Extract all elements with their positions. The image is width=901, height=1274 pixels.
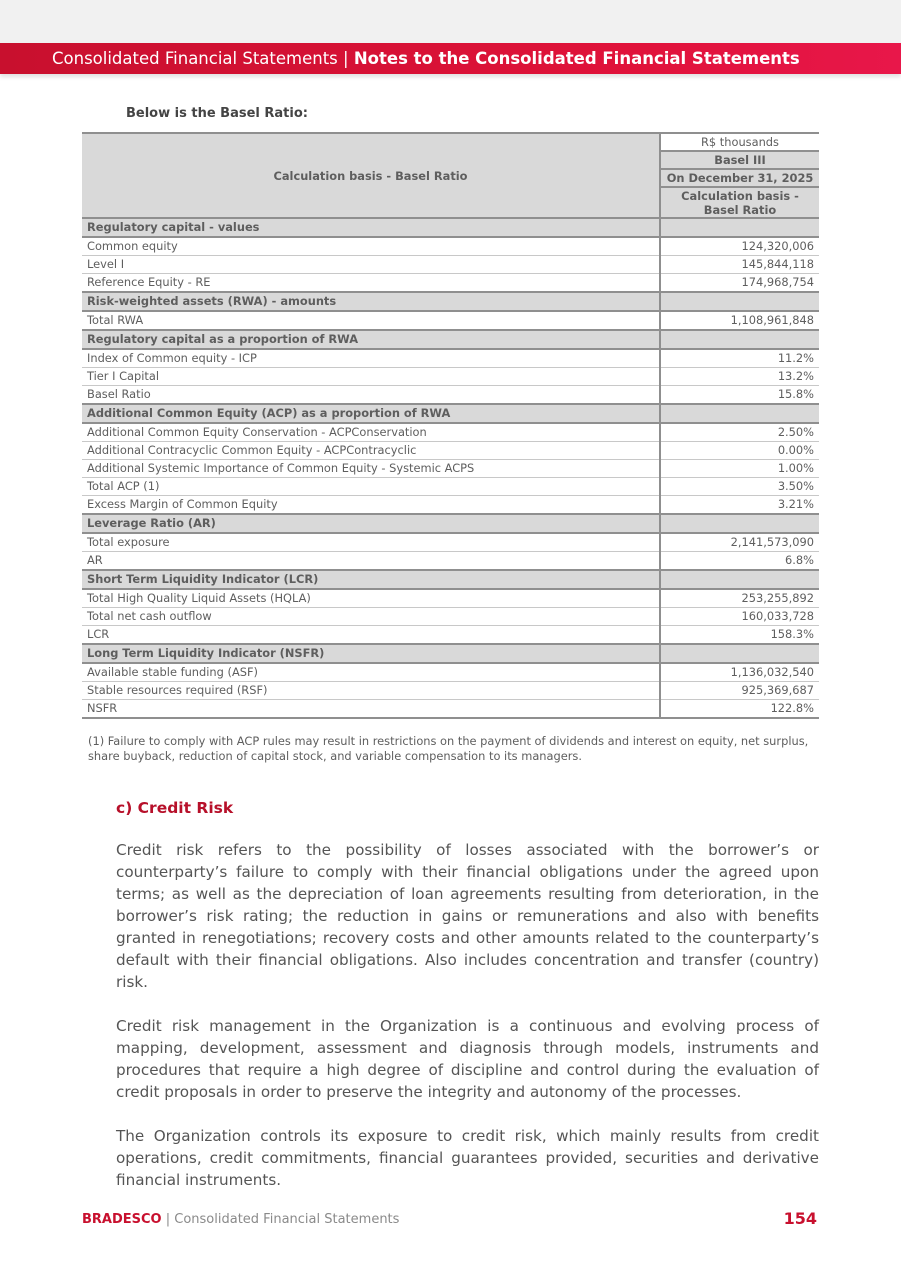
section-value-cell xyxy=(660,514,819,533)
row-value: 1,108,961,848 xyxy=(660,311,819,330)
section-value-cell xyxy=(660,404,819,423)
row-value: 925,369,687 xyxy=(660,682,819,700)
row-label: Basel Ratio xyxy=(82,386,660,405)
section-header-row xyxy=(82,292,819,311)
table-row xyxy=(82,349,819,368)
section-header-row xyxy=(82,644,819,663)
table-row xyxy=(82,533,819,552)
credit-paragraph: The Organization controls its exposure to credit risk, which mainly results from credit operations, credit commitments, financial guarantees provided, securities and derivative financial instruments. xyxy=(116,1127,819,1189)
row-label: Total High Quality Liquid Assets (HQLA) xyxy=(82,589,660,608)
section-value-cell xyxy=(660,218,819,237)
table-row xyxy=(82,700,819,719)
table-row xyxy=(82,589,819,608)
calc-basis-header: Calculation basis - Basel Ratio xyxy=(82,133,660,218)
section-value-cell xyxy=(660,330,819,349)
row-value: 124,320,006 xyxy=(660,237,819,256)
section-value-cell xyxy=(660,292,819,311)
row-value: 253,255,892 xyxy=(660,589,819,608)
row-label: Additional Common Equity Conservation - ACPConservation xyxy=(82,423,660,442)
row-label: Additional Systemic Importance of Common Equity - Systemic ACPS xyxy=(82,460,660,478)
row-value: 6.8% xyxy=(660,552,819,571)
table-intro: Below is the Basel Ratio: xyxy=(126,106,308,121)
credit-paragraph: Credit risk management in the Organization is a continuous and evolving process of mapping, development, assessment and diagnosis through models, instruments and procedures that require a high degree of discipline and control during the evaluation of credit proposals in order to preserve the integrity and autonomy of the processes. xyxy=(116,1017,819,1101)
page-footer xyxy=(82,1212,399,1227)
section-header-row xyxy=(82,570,819,589)
section-title: Risk-weighted assets (RWA) - amounts xyxy=(82,292,660,311)
basel-ratio-table xyxy=(82,132,819,719)
row-value: 0.00% xyxy=(660,442,819,460)
row-label: Additional Contracyclic Common Equity - ACPContracyclic xyxy=(82,442,660,460)
table-row xyxy=(82,274,819,293)
row-value: 15.8% xyxy=(660,386,819,405)
page-number: 154 xyxy=(783,1209,817,1228)
table-row xyxy=(82,682,819,700)
row-label: Total ACP (1) xyxy=(82,478,660,496)
top-margin xyxy=(0,0,901,43)
row-value: 160,033,728 xyxy=(660,608,819,626)
row-value: 2,141,573,090 xyxy=(660,533,819,552)
row-label: Available stable funding (ASF) xyxy=(82,663,660,682)
section-header-row xyxy=(82,404,819,423)
units-header: R$ thousands xyxy=(660,133,819,151)
table-row xyxy=(82,237,819,256)
row-label: Tier I Capital xyxy=(82,368,660,386)
row-label: LCR xyxy=(82,626,660,645)
framework-header: Basel III xyxy=(660,151,819,169)
row-value: 1,136,032,540 xyxy=(660,663,819,682)
table-row xyxy=(82,256,819,274)
row-value: 2.50% xyxy=(660,423,819,442)
table-row xyxy=(82,442,819,460)
header-banner xyxy=(0,43,901,74)
date-header: On December 31, 2025 xyxy=(660,169,819,187)
row-value: 145,844,118 xyxy=(660,256,819,274)
header-separator: | xyxy=(337,49,354,68)
row-value: 122.8% xyxy=(660,700,819,719)
section-header-row xyxy=(82,330,819,349)
footer-separator: | xyxy=(161,1212,175,1227)
table-row xyxy=(82,608,819,626)
row-label: Index of Common equity - ICP xyxy=(82,349,660,368)
table-row xyxy=(82,368,819,386)
section-value-cell xyxy=(660,570,819,589)
column-label-header: Calculation basis - Basel Ratio xyxy=(660,187,819,218)
table-header-row xyxy=(82,133,819,151)
table-row xyxy=(82,496,819,515)
header-subsection: Notes to the Consolidated Financial Statements xyxy=(353,49,800,68)
section-header-row xyxy=(82,218,819,237)
credit-risk-title: c) Credit Risk xyxy=(116,799,234,817)
table-row xyxy=(82,423,819,442)
section-title: Long Term Liquidity Indicator (NSFR) xyxy=(82,644,660,663)
section-title: Short Term Liquidity Indicator (LCR) xyxy=(82,570,660,589)
section-header-row xyxy=(82,514,819,533)
footer-brand: BRADESCO xyxy=(82,1212,162,1227)
footer-text: Consolidated Financial Statements xyxy=(174,1212,400,1227)
section-title: Leverage Ratio (AR) xyxy=(82,514,660,533)
table-row xyxy=(82,460,819,478)
credit-paragraph: Credit risk refers to the possibility of losses associated with the borrower’s or counterparty’s failure to comply with their financial obligations under the agreed upon terms; as well as the depreciation of loan agreements resulting from deterioration, in the borrower’s risk rating; the reduction in gains or remunerations and also with benefits granted in renegotiations; recovery costs and other amounts related to the counterparty’s default with their financial obligations. Also includes concentration and transfer (country) risk. xyxy=(116,841,819,991)
table-row xyxy=(82,552,819,571)
section-value-cell xyxy=(660,644,819,663)
row-label: AR xyxy=(82,552,660,571)
row-label: Total net cash outflow xyxy=(82,608,660,626)
row-label: Common equity xyxy=(82,237,660,256)
row-value: 11.2% xyxy=(660,349,819,368)
section-title: Additional Common Equity (ACP) as a proportion of RWA xyxy=(82,404,660,423)
row-label: Stable resources required (RSF) xyxy=(82,682,660,700)
header-section: Consolidated Financial Statements xyxy=(52,49,338,68)
row-value: 13.2% xyxy=(660,368,819,386)
section-title: Regulatory capital as a proportion of RWA xyxy=(82,330,660,349)
row-label: Reference Equity - RE xyxy=(82,274,660,293)
table-row xyxy=(82,386,819,405)
section-title: Regulatory capital - values xyxy=(82,218,660,237)
table-row xyxy=(82,478,819,496)
table-footnote: (1) Failure to comply with ACP rules may result in restrictions on the payment of dividends and interest on equity, net surplus, share buyback, reduction of capital stock, and variable compensation to its managers. xyxy=(88,734,809,763)
row-value: 174,968,754 xyxy=(660,274,819,293)
table-row xyxy=(82,626,819,645)
table-row xyxy=(82,663,819,682)
row-value: 158.3% xyxy=(660,626,819,645)
row-label: Level I xyxy=(82,256,660,274)
row-label: Excess Margin of Common Equity xyxy=(82,496,660,515)
row-value: 1.00% xyxy=(660,460,819,478)
table-row xyxy=(82,311,819,330)
row-label: NSFR xyxy=(82,700,660,719)
row-label: Total exposure xyxy=(82,533,660,552)
row-value: 3.21% xyxy=(660,496,819,515)
row-label: Total RWA xyxy=(82,311,660,330)
row-value: 3.50% xyxy=(660,478,819,496)
